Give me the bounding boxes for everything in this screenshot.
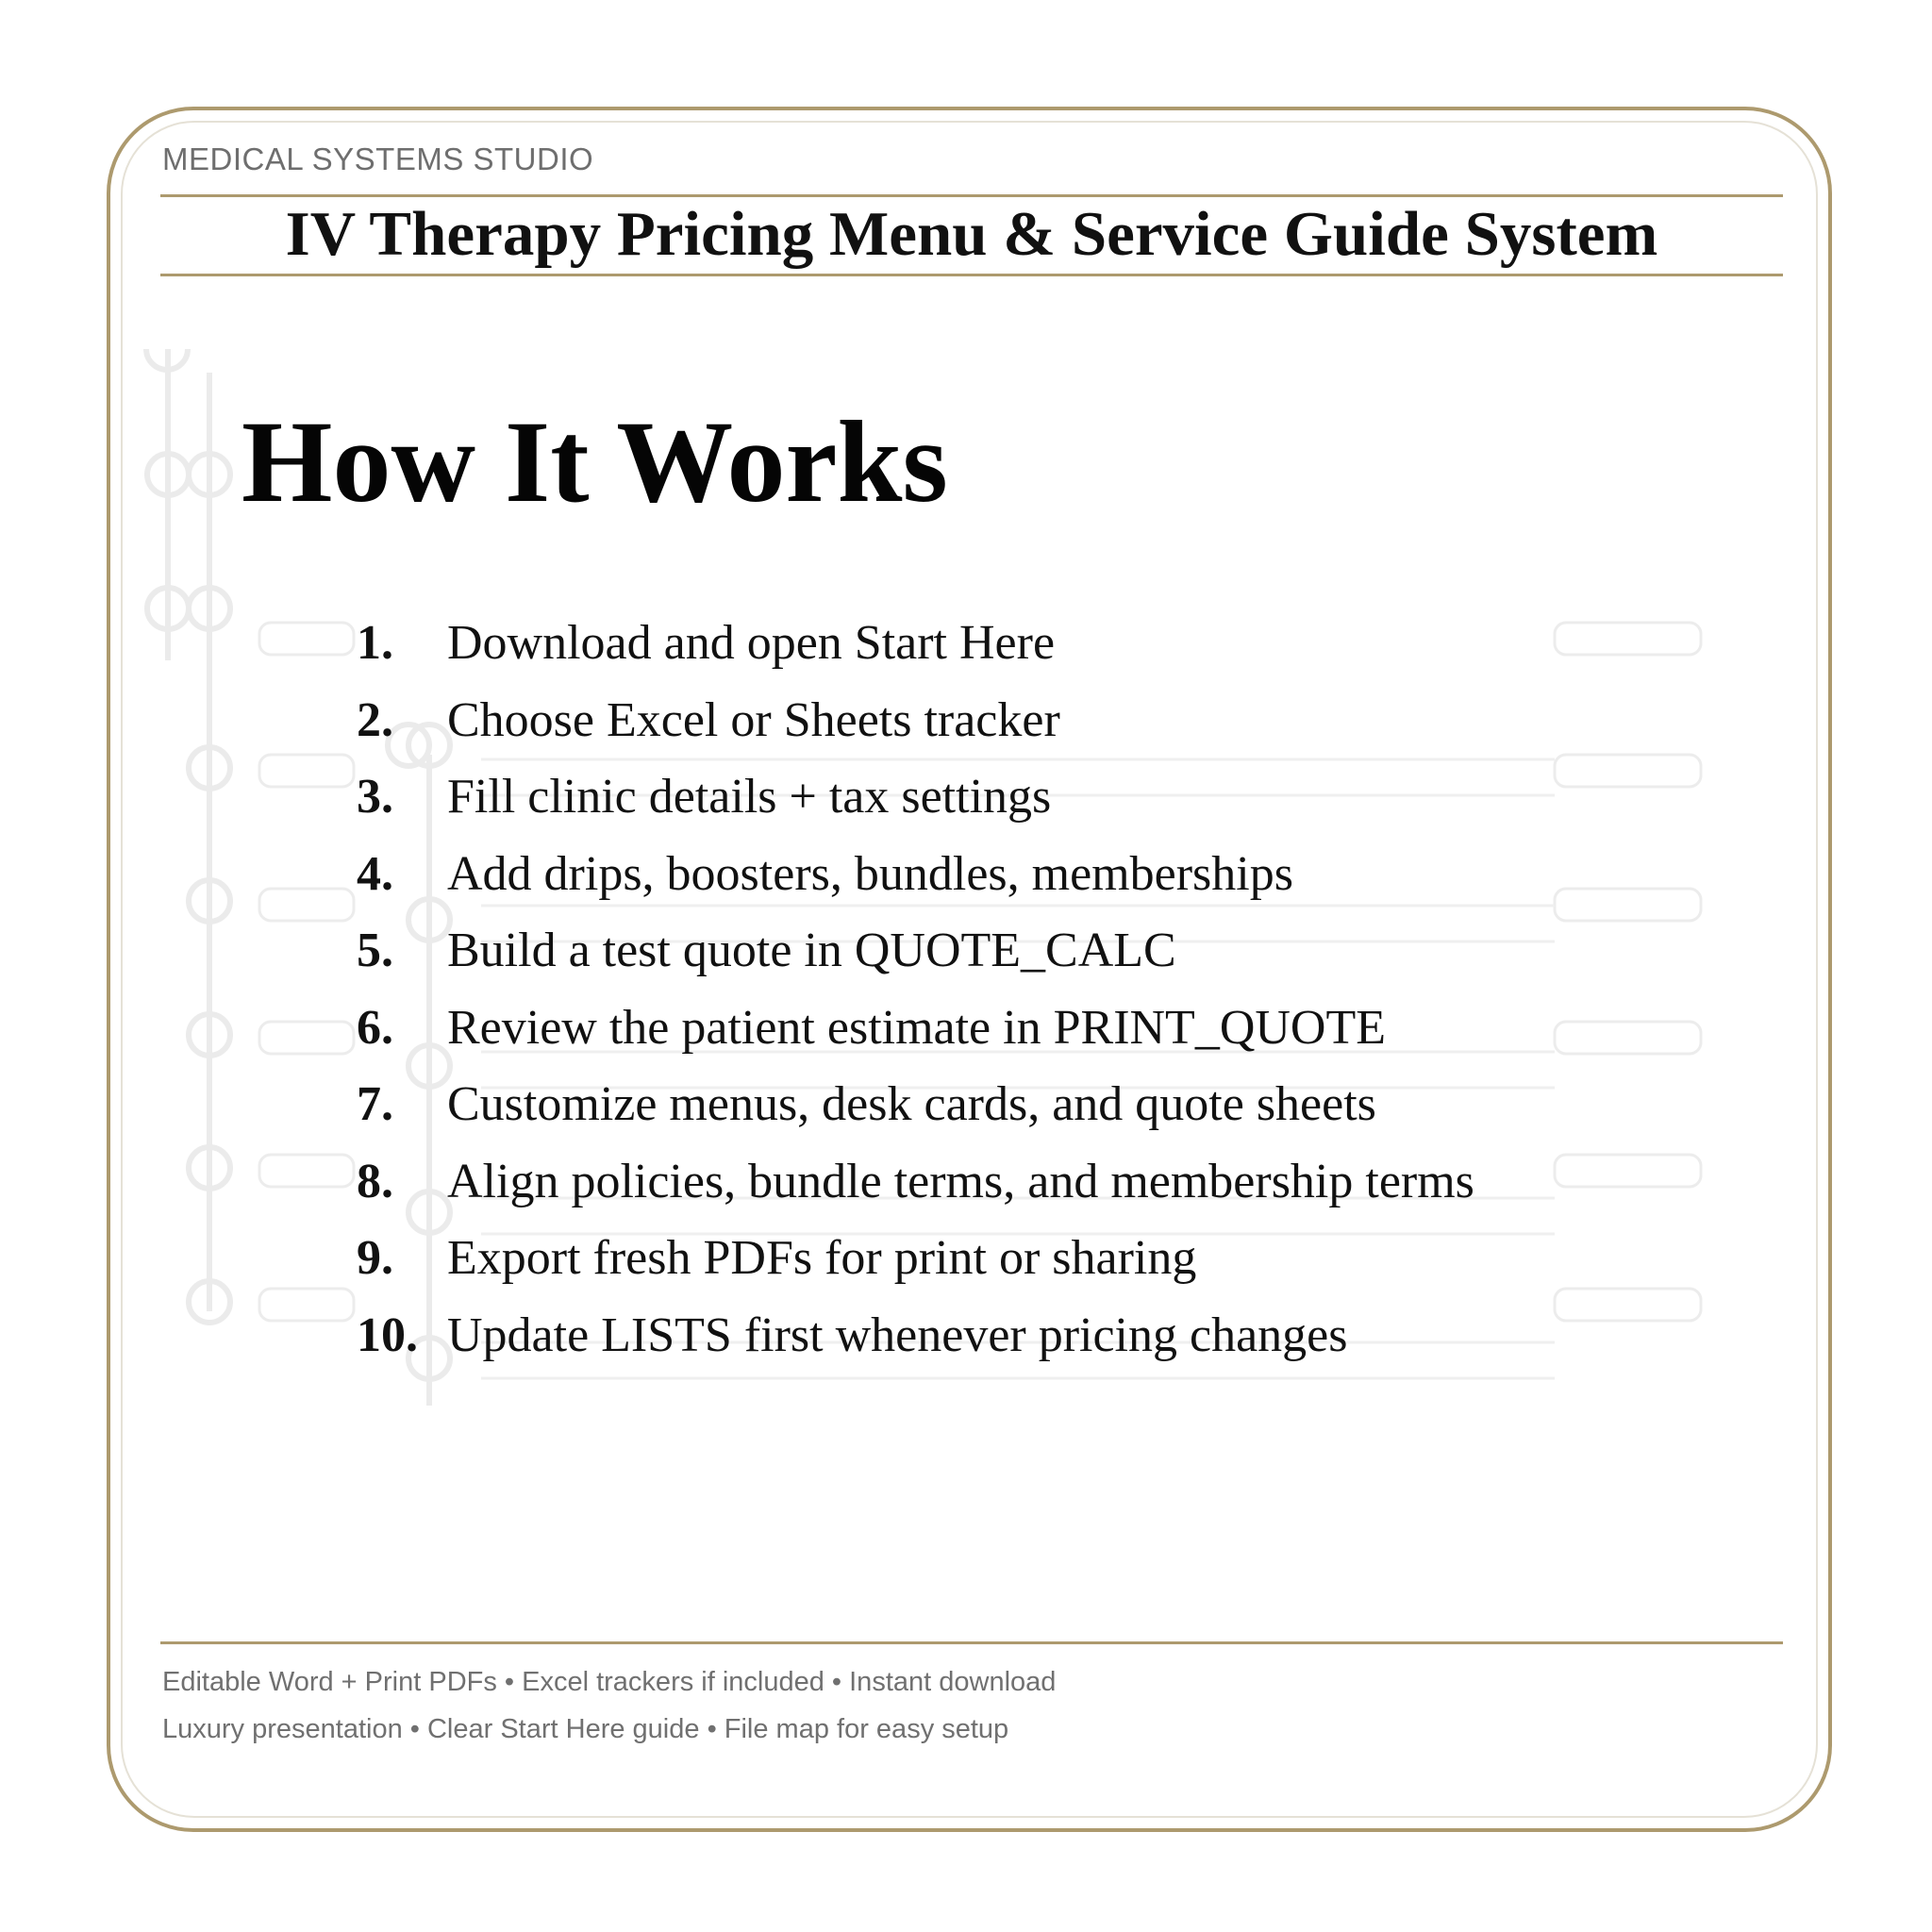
step-text: Align policies, bundle terms, and membership terms — [447, 1154, 1474, 1208]
step-number: 2. — [357, 692, 393, 747]
step-number: 4. — [357, 846, 393, 901]
step-number: 7. — [357, 1077, 393, 1131]
footer-features-line: Editable Word + Print PDFs • Excel trackers if included • Instant download — [162, 1667, 1057, 1697]
brand-label: MEDICAL SYSTEMS STUDIO — [162, 142, 594, 176]
step-number: 10. — [357, 1307, 418, 1362]
footer-rule — [160, 1641, 1783, 1644]
step-text: Update LISTS first whenever pricing changes — [447, 1307, 1348, 1362]
step-text: Download and open Start Here — [447, 616, 1056, 670]
step-text: Fill clinic details + tax settings — [447, 770, 1052, 824]
step-text: Choose Excel or Sheets tracker — [447, 692, 1060, 747]
document-title: IV Therapy Pricing Menu & Service Guide System — [285, 199, 1658, 269]
step-number: 1. — [357, 616, 393, 670]
step-number: 5. — [357, 924, 393, 977]
step-number: 8. — [357, 1154, 393, 1208]
step-text: Customize menus, desk cards, and quote sheets — [447, 1077, 1376, 1131]
step-number: 9. — [357, 1231, 393, 1285]
step-number: 6. — [357, 1000, 393, 1055]
step-text: Export fresh PDFs for print or sharing — [447, 1231, 1197, 1285]
step-text: Review the patient estimate in PRINT_QUOTE — [447, 1000, 1387, 1055]
step-text: Add drips, boosters, bundles, memberships — [447, 846, 1293, 901]
section-heading: How It Works — [242, 397, 948, 526]
step-text: Build a test quote in QUOTE_CALC — [447, 924, 1176, 977]
footer-benefits-line: Luxury presentation • Clear Start Here guide • File map for easy setup — [162, 1714, 1009, 1744]
title-rule-bottom — [160, 274, 1783, 276]
step-number: 3. — [357, 770, 393, 824]
